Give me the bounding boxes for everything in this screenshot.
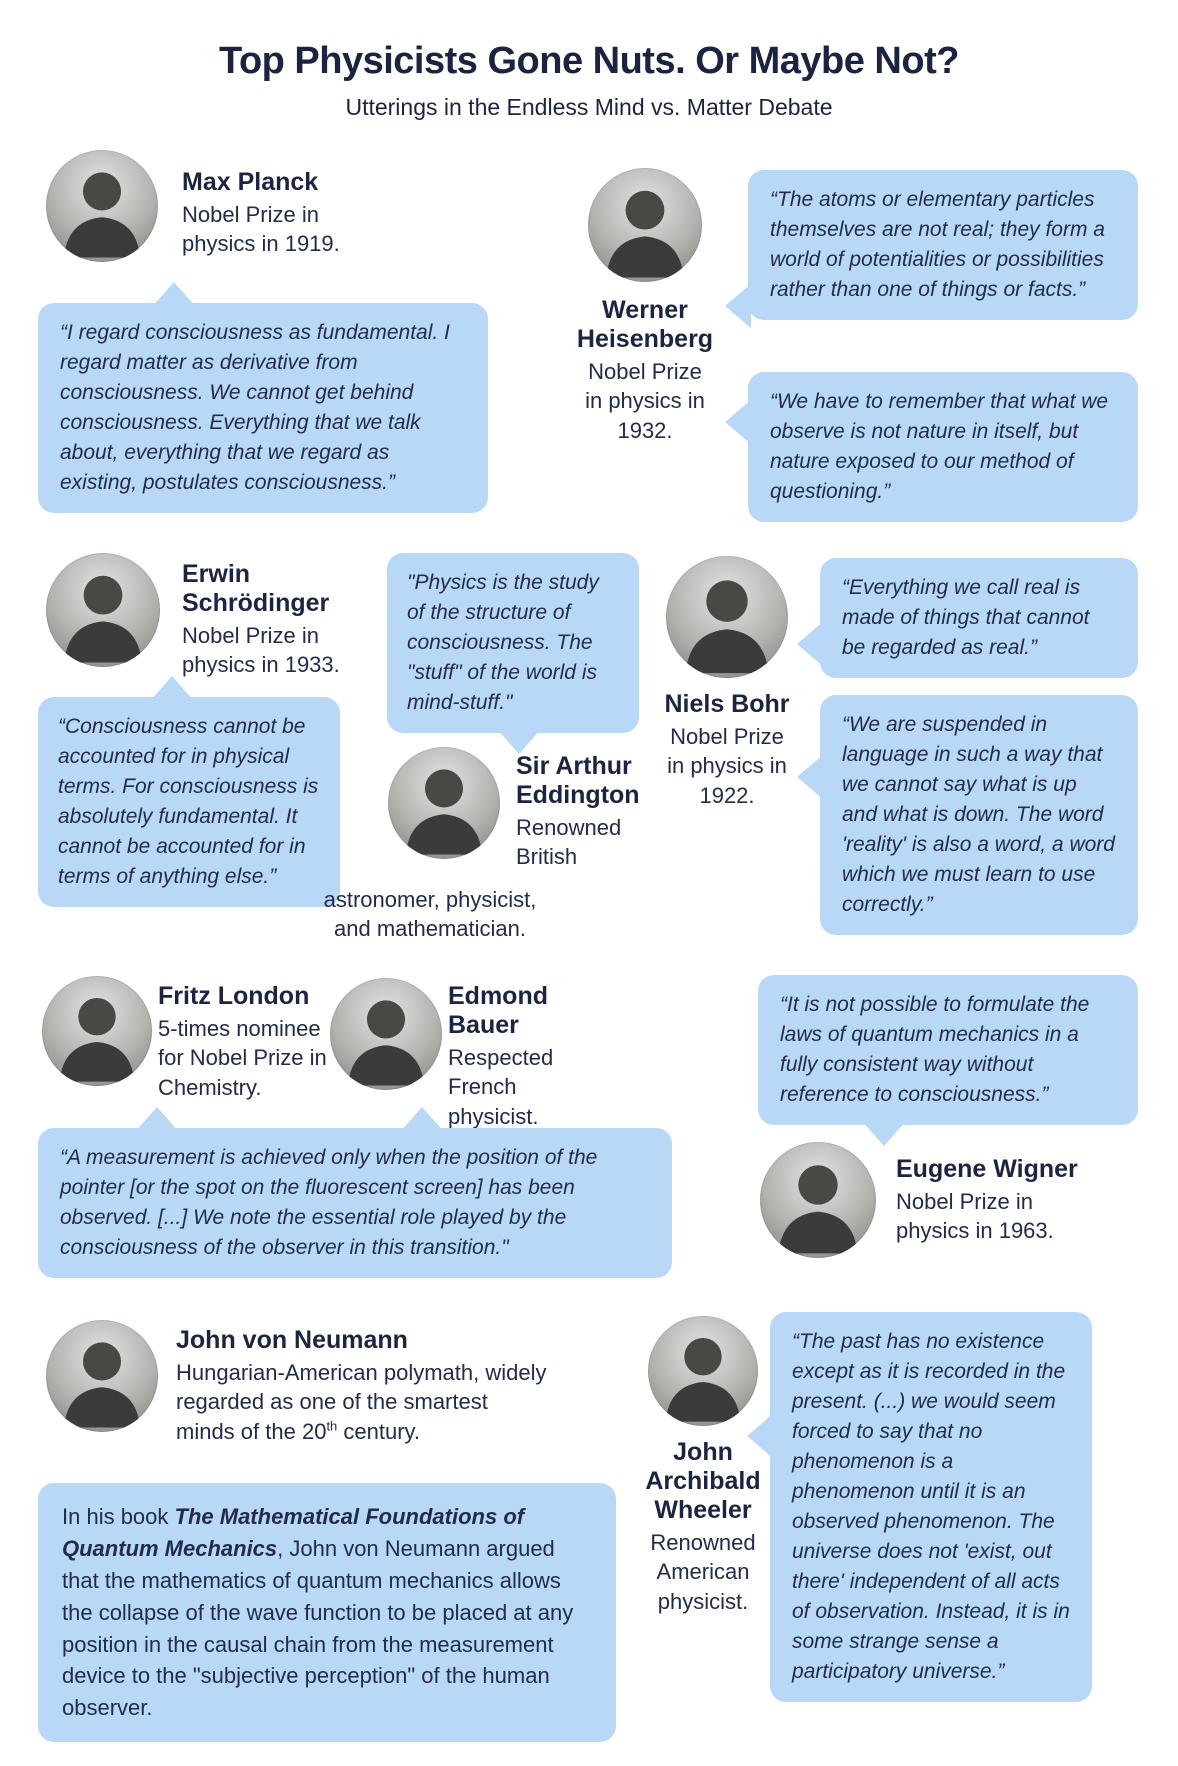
bubble-tail-up-icon: [133, 1107, 181, 1131]
eddington-quote-bubble: [387, 553, 639, 733]
niels-bohr-photo: [666, 556, 788, 678]
bubble-tail-down-icon: [860, 1122, 908, 1146]
von-neumann-box-post: , John von Neumann argued that the mathematics of quantum mechanics allows the collapse of the wave function to be placed at any position in the causal chain from the measurement device to the "subjective perception" of the human observer.: [62, 1535, 574, 1721]
niels-bohr-name: Niels Bohr: [664, 690, 790, 718]
heisenberg-quote-bubble-1: [748, 170, 1138, 320]
max-planck-credential: Nobel Prize in physics in 1919.: [182, 202, 340, 257]
portrait-silhouette-icon: [666, 556, 788, 678]
planck-quote-text: “I regard consciousness as fundamental. I regard matter as derivative from consciousness. We cannot get behind consciousness. Everything that we talk about, everything that we regard as existing, postulates consciousness.”: [60, 321, 450, 495]
arthur-eddington-credential-side: Renowned British: [516, 815, 622, 870]
john-von-neumann-info: [176, 1326, 556, 1446]
erwin-schrodinger-credential: Nobel Prize in physics in 1933.: [182, 623, 340, 678]
credential-text: century.: [337, 1418, 421, 1444]
eugene-wigner-name: Eugene Wigner: [896, 1155, 1078, 1183]
bohr-quote-bubble-2: [820, 695, 1138, 935]
arthur-eddington-name: Sir Arthur Eddington: [516, 752, 640, 809]
niels-bohr-credential: Nobel Prize in physics in 1922.: [667, 724, 787, 808]
arthur-eddington-photo: [388, 747, 500, 859]
edmond-bauer-credential: Respected French physicist.: [448, 1045, 554, 1129]
werner-heisenberg-name: Werner Heisenberg: [576, 296, 714, 353]
london-bauer-quote-bubble: [38, 1128, 672, 1278]
werner-heisenberg-info: [550, 296, 740, 445]
eddington-quote-text: "Physics is the study of the structure of consciousness. The "stuff" of the world is mind-stuff.": [407, 571, 599, 715]
wheeler-quote-bubble: [770, 1312, 1092, 1702]
edmond-bauer-photo: [330, 978, 442, 1090]
eugene-wigner-info: [896, 1155, 1106, 1246]
eugene-wigner-credential: Nobel Prize in physics in 1963.: [896, 1189, 1054, 1244]
max-planck-name: Max Planck: [182, 168, 319, 196]
arthur-eddington-info: [516, 752, 656, 872]
page-subtitle: Utterings in the Endless Mind vs. Matter Debate: [345, 94, 833, 120]
portrait-silhouette-icon: [42, 976, 152, 1086]
page-title: Top Physicists Gone Nuts. Or Maybe Not?: [219, 40, 959, 82]
heisenberg-quote-2-text: “We have to remember that what we observe is not nature in itself, but nature exposed to our method of questioning.”: [770, 390, 1109, 504]
fritz-london-name: Fritz London: [158, 982, 310, 1010]
portrait-silhouette-icon: [330, 978, 442, 1090]
fritz-london-photo: [42, 976, 152, 1086]
wigner-quote-bubble: [758, 975, 1138, 1125]
john-wheeler-info: [632, 1438, 774, 1616]
edmond-bauer-info: [448, 982, 608, 1131]
portrait-silhouette-icon: [648, 1316, 758, 1426]
heisenberg-quote-bubble-2: [748, 372, 1138, 522]
john-von-neumann-photo: [46, 1320, 158, 1432]
portrait-silhouette-icon: [588, 168, 702, 282]
john-wheeler-photo: [648, 1316, 758, 1426]
credential-superscript: th: [326, 1418, 338, 1434]
max-planck-info: [182, 168, 377, 259]
planck-quote-bubble: [38, 303, 488, 513]
credential-text: Hungarian-American polymath, widely regarded as one of the smartest minds of the 20: [176, 1360, 547, 1444]
heisenberg-quote-1-text: “The atoms or elementary particles themselves are not real; they form a world of potentialities or possibilities rather than one of things or facts.”: [770, 188, 1105, 302]
von-neumann-box-pre: In his book: [62, 1504, 175, 1529]
wheeler-quote-text: “The past has no existence except as it is recorded in the present. (...) we would seem forced to say that no phenomenon is a phenomenon until it is an observed phenomenon. The universe does not 'exist, out there' independent of all acts of observation. Instead, it is in some strange sense a participatory universe.”: [792, 1330, 1070, 1684]
erwin-schrodinger-name: Erwin Schrödinger: [182, 560, 330, 617]
portrait-silhouette-icon: [46, 150, 158, 262]
portrait-silhouette-icon: [760, 1142, 876, 1258]
bubble-tail-up-icon: [398, 1107, 446, 1131]
john-wheeler-name: John Archibald Wheeler: [645, 1438, 761, 1524]
wigner-quote-text: “It is not possible to formulate the laws of quantum mechanics in a fully consistent way without reference to consciousness.”: [780, 993, 1090, 1107]
edmond-bauer-name: Edmond Bauer: [448, 982, 548, 1039]
bohr-quote-bubble-1: [820, 558, 1138, 678]
bubble-tail-up-icon: [148, 676, 196, 700]
fritz-london-credential: 5-times nominee for Nobel Prize in Chemistry.: [158, 1016, 327, 1100]
von-neumann-text-box: [38, 1483, 616, 1742]
bubble-tail-down-icon: [495, 730, 543, 754]
bohr-quote-2-text: “We are suspended in language in such a way that we cannot say what is up and what is down. The word 'reality' is also a word, a word which we must learn to use correctly.”: [842, 713, 1115, 917]
portrait-silhouette-icon: [46, 1320, 158, 1432]
bohr-quote-1-text: “Everything we call real is made of things that cannot be regarded as real.”: [842, 576, 1090, 660]
max-planck-photo: [46, 150, 158, 262]
bubble-tail-up-icon: [150, 282, 198, 306]
london-bauer-quote-text: “A measurement is achieved only when the position of the pointer [or the spot on the fluorescent screen] has been observed. [...] We note the essential role played by the consciousness of the observer in this transition.": [60, 1146, 598, 1260]
john-wheeler-credential: Renowned American physicist.: [650, 1530, 756, 1614]
von-neumann-book-title: The Mathematical Foundations of Quantum Mechanics: [62, 1504, 525, 1561]
arthur-eddington-credential-below: astronomer, physicist, and mathematician.: [323, 887, 537, 942]
werner-heisenberg-credential: Nobel Prize in physics in 1932.: [585, 359, 705, 443]
bubble-tail-left-icon: [797, 620, 823, 668]
erwin-schrodinger-photo: [46, 553, 160, 667]
fritz-london-info: [158, 982, 343, 1102]
john-von-neumann-name: John von Neumann: [176, 1326, 408, 1354]
schrodinger-quote-bubble: [38, 697, 340, 907]
schrodinger-quote-text: “Consciousness cannot be accounted for in physical terms. For consciousness is absolutely fundamental. It cannot be accounted for in terms of anything else.”: [58, 715, 319, 889]
john-von-neumann-credential: [176, 1358, 548, 1446]
portrait-silhouette-icon: [46, 553, 160, 667]
portrait-silhouette-icon: [388, 747, 500, 859]
eugene-wigner-photo: [760, 1142, 876, 1258]
erwin-schrodinger-info: [182, 560, 372, 680]
werner-heisenberg-photo: [588, 168, 702, 282]
niels-bohr-info: [652, 690, 802, 810]
